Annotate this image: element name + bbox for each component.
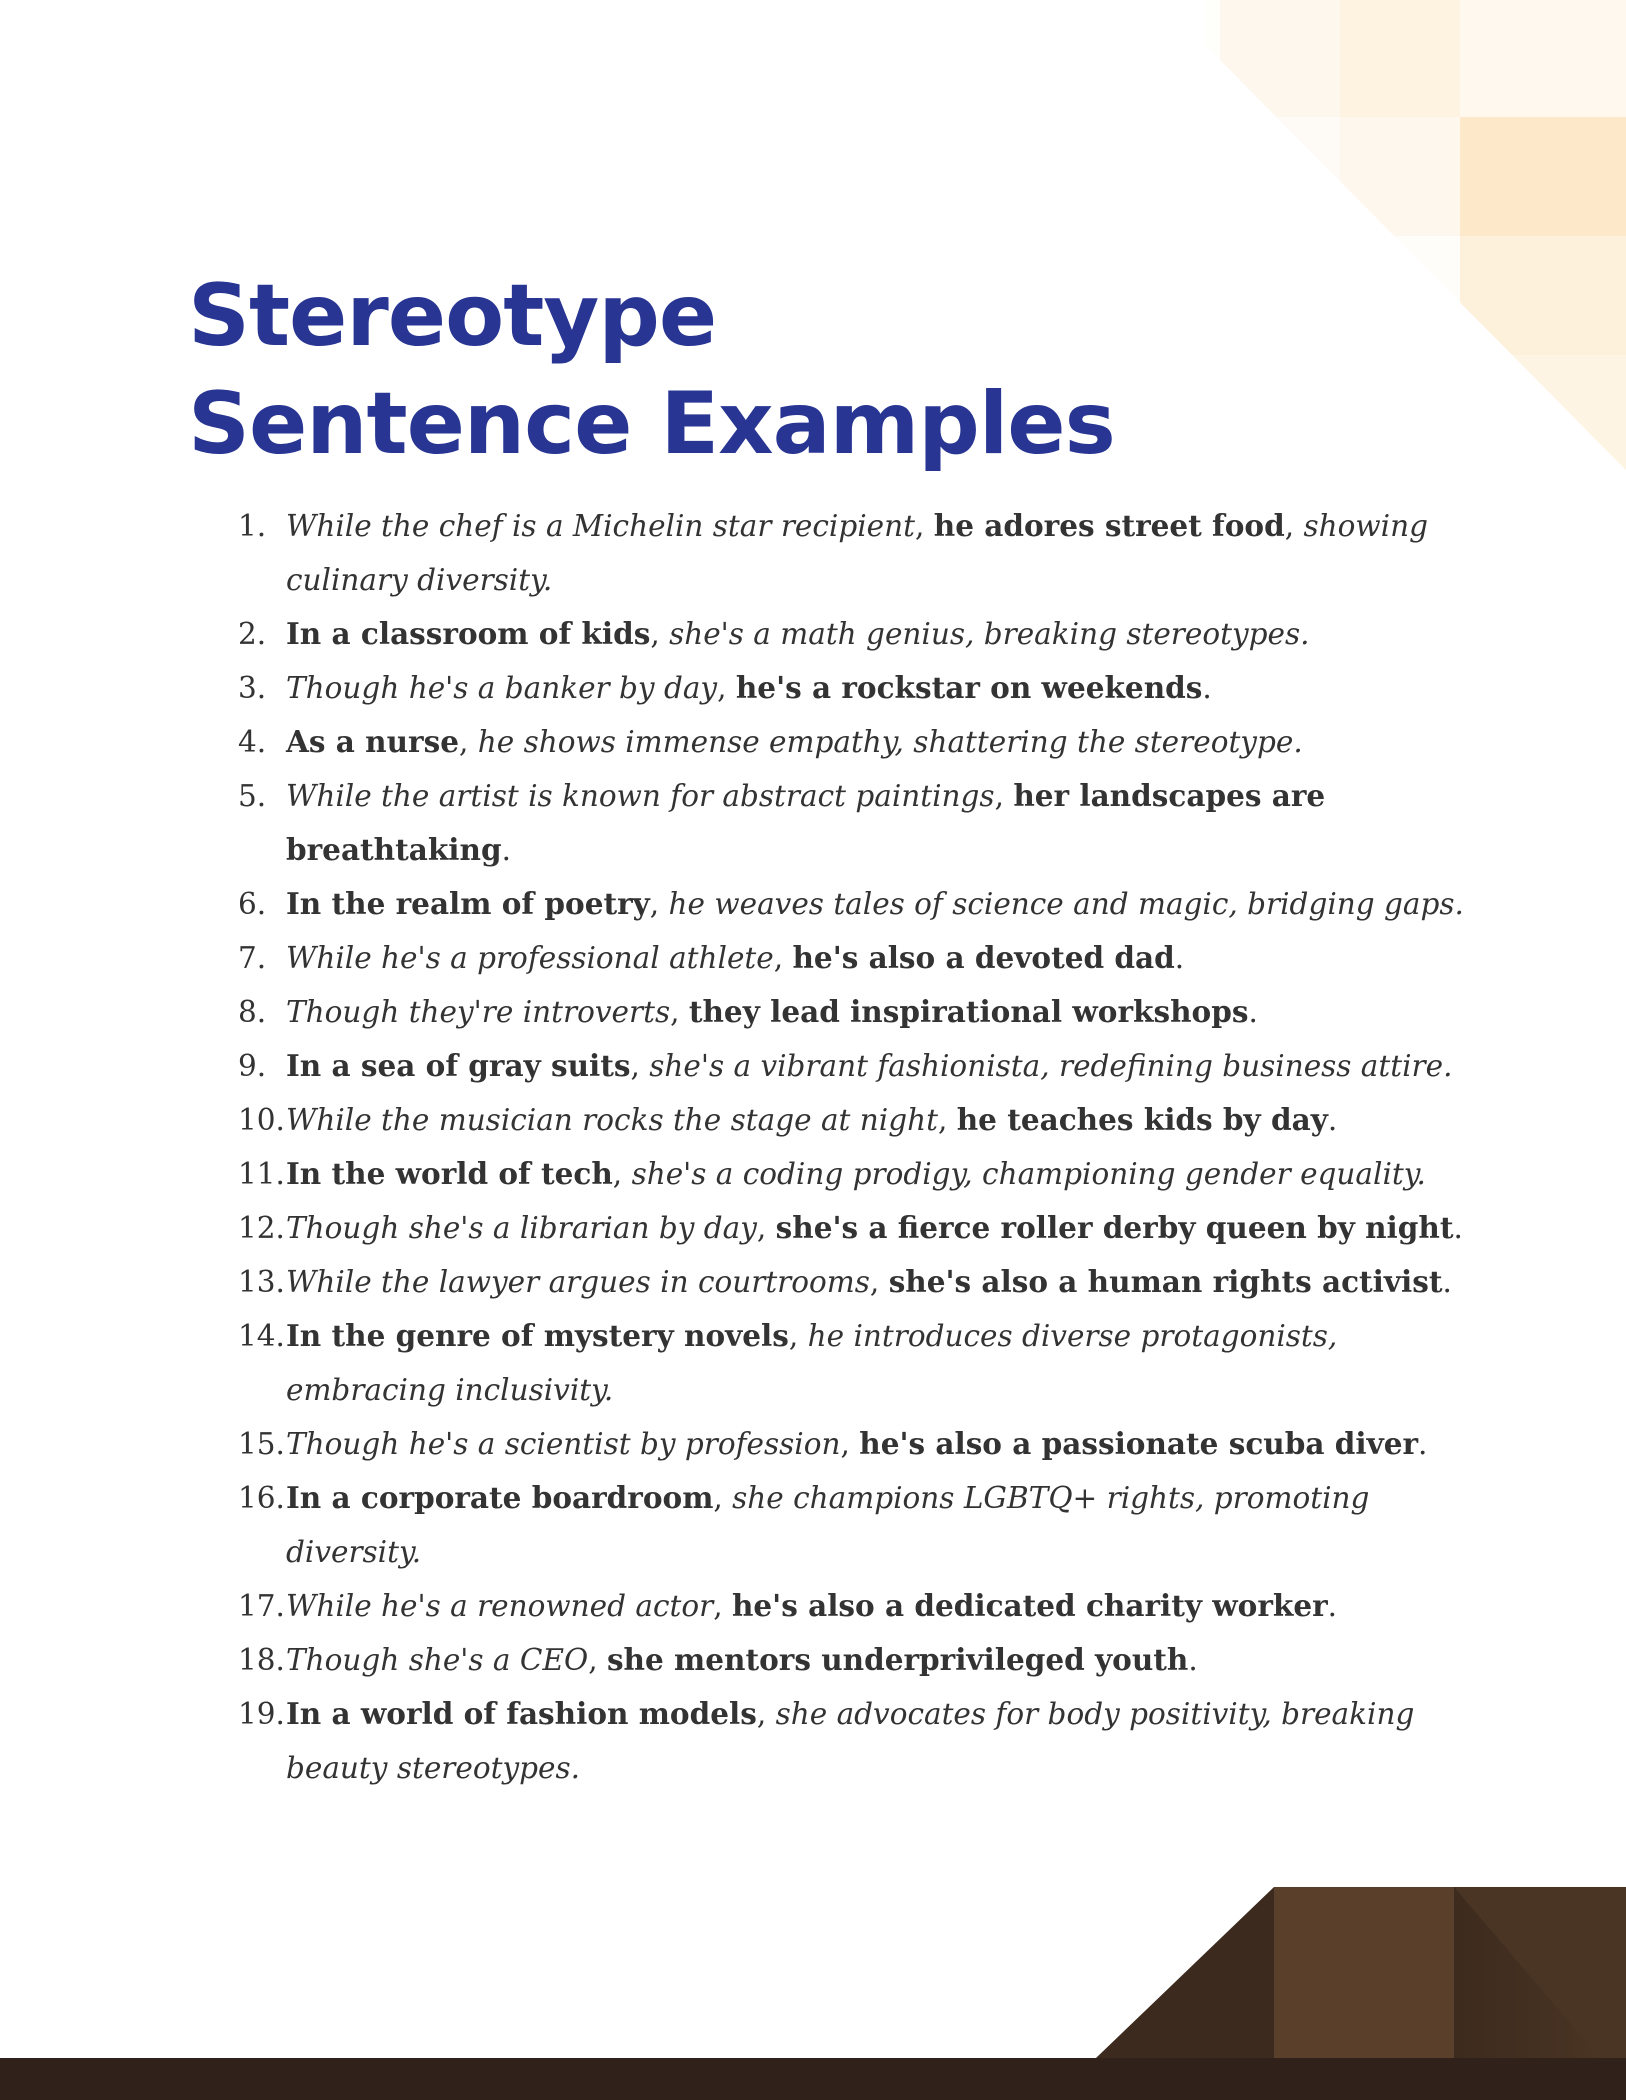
list-item-number: 15. [238, 1427, 285, 1461]
list-item-number: 17. [238, 1589, 285, 1623]
punctuation: . [1327, 1103, 1338, 1137]
list-item [238, 1417, 1468, 1471]
list-item [238, 1579, 1468, 1633]
italic-phrase: Though she's a librarian by day [286, 1211, 757, 1245]
list-item-number: 19. [238, 1697, 285, 1731]
italic-phrase: she's a math genius, breaking stereotypes. [669, 617, 1310, 651]
punctuation: . [1202, 671, 1212, 705]
bold-phrase: her landscapes are breathtaking [286, 778, 1326, 867]
list-item-number: 5. [238, 779, 267, 813]
list-item-number: 6. [238, 887, 267, 921]
list-item [238, 607, 1468, 661]
bold-phrase: she's a fierce roller derby queen by night [775, 1210, 1454, 1245]
punctuation: , [914, 509, 934, 543]
italic-phrase: While the lawyer argues in courtrooms [286, 1265, 870, 1299]
punctuation: , [1284, 509, 1304, 543]
title-line-2: Sentence Examples [188, 374, 1115, 474]
page-title [188, 262, 1115, 478]
list-item [238, 877, 1468, 931]
italic-phrase: While the musician rocks the stage at night [286, 1103, 938, 1137]
bold-phrase: In a sea of gray suits [286, 1048, 631, 1083]
list-item-number: 1. [238, 509, 267, 543]
bold-phrase: As a nurse [286, 724, 459, 759]
italic-phrase: she's a vibrant fashionista, redefining business attire. [649, 1049, 1453, 1083]
list-item-number: 10. [238, 1103, 285, 1137]
italic-phrase: she's a coding prodigy, championing gender equality. [631, 1157, 1426, 1191]
bold-phrase: he's a rockstar on weekends [735, 670, 1203, 705]
list-item-number: 4. [238, 725, 267, 759]
bold-phrase: In a classroom of kids [286, 616, 651, 651]
punctuation: . [501, 833, 511, 867]
list-item [238, 1471, 1468, 1579]
punctuation: , [773, 941, 793, 975]
punctuation: , [756, 1697, 776, 1731]
list-item-number: 16. [238, 1481, 285, 1515]
bold-phrase: he's also a devoted dad [792, 940, 1175, 975]
list-item [238, 1687, 1468, 1795]
list-item-number: 14. [238, 1319, 285, 1353]
bold-phrase: In a corporate boardroom [286, 1480, 714, 1515]
punctuation: , [649, 887, 669, 921]
punctuation: , [612, 1157, 632, 1191]
punctuation: , [650, 617, 670, 651]
italic-phrase: While he's a professional athlete [286, 941, 774, 975]
punctuation: , [713, 1589, 732, 1623]
list-item [238, 1039, 1468, 1093]
bold-phrase: he's also a passionate scuba diver [859, 1426, 1419, 1461]
list-item-number: 2. [238, 617, 267, 651]
list-item [238, 499, 1468, 607]
punctuation: , [588, 1643, 607, 1677]
bold-phrase: he's also a dedicated charity worker [731, 1588, 1328, 1623]
punctuation: , [994, 779, 1014, 813]
list-item [238, 715, 1468, 769]
punctuation: , [869, 1265, 889, 1299]
italic-phrase: While he's a renowned actor [286, 1589, 714, 1623]
list-item [238, 1147, 1468, 1201]
punctuation: , [630, 1049, 650, 1083]
punctuation: , [937, 1103, 957, 1137]
bold-phrase: she's also a human rights activist [888, 1264, 1443, 1299]
title-line-1: Stereotype [188, 266, 717, 366]
punctuation: , [756, 1211, 776, 1245]
list-item [238, 1309, 1468, 1417]
list-item [238, 1093, 1468, 1147]
punctuation: . [1248, 995, 1258, 1029]
punctuation: , [713, 1481, 733, 1515]
punctuation: , [458, 725, 478, 759]
list-item-number: 9. [238, 1049, 267, 1083]
punctuation: . [1442, 1265, 1452, 1299]
punctuation: , [717, 671, 736, 705]
bold-phrase: In a world of fashion models [286, 1696, 757, 1731]
bottom-footer-decoration [0, 1860, 1626, 2100]
punctuation: . [1188, 1643, 1198, 1677]
list-item-number: 12. [238, 1211, 285, 1245]
list-item-number: 7. [238, 941, 267, 975]
italic-phrase: he introduces diverse protagonists, embracing inclusivity. [286, 1319, 1338, 1407]
italic-phrase: While the chef is a Michelin star recipient [286, 509, 915, 543]
italic-phrase: Though he's a banker by day [286, 671, 718, 705]
italic-phrase: she champions LGBTQ+ rights, promoting diversity. [286, 1481, 1370, 1569]
punctuation: . [1418, 1427, 1428, 1461]
punctuation: . [1453, 1211, 1463, 1245]
bold-phrase: he teaches kids by day [956, 1102, 1328, 1137]
italic-phrase: While the artist is known for abstract paintings [286, 779, 995, 813]
list-item [238, 1201, 1468, 1255]
bold-phrase: they lead inspirational workshops [688, 994, 1249, 1029]
punctuation: , [670, 995, 689, 1029]
list-item [238, 769, 1468, 877]
italic-phrase: showing culinary diversity. [286, 509, 1428, 597]
examples-list [238, 499, 1468, 1795]
punctuation: , [788, 1319, 808, 1353]
list-item [238, 985, 1468, 1039]
list-item-number: 13. [238, 1265, 285, 1299]
italic-phrase: she advocates for body positivity, breaking beauty stereotypes. [286, 1697, 1415, 1785]
list-item [238, 1255, 1468, 1309]
punctuation: . [1174, 941, 1185, 975]
list-item-number: 11. [238, 1157, 285, 1191]
punctuation: . [1327, 1589, 1338, 1623]
list-item [238, 931, 1468, 985]
list-item-number: 18. [238, 1643, 285, 1677]
list-item-number: 3. [238, 671, 267, 705]
italic-phrase: Though they're introverts [286, 995, 671, 1029]
list-item [238, 661, 1468, 715]
italic-phrase: he weaves tales of science and magic, bridging gaps. [668, 887, 1464, 921]
bold-phrase: he adores street food [933, 508, 1285, 543]
italic-phrase: Though he's a scientist by profession [286, 1427, 841, 1461]
top-corner-decoration [1206, 0, 1626, 480]
bold-phrase: she mentors underprivileged youth [606, 1642, 1189, 1677]
bold-phrase: In the genre of mystery novels [286, 1318, 789, 1353]
italic-phrase: Though she's a CEO [286, 1643, 589, 1677]
bold-phrase: In the realm of poetry [286, 886, 650, 921]
italic-phrase: he shows immense empathy, shattering the stereotype. [477, 725, 1303, 759]
list-item-number: 8. [238, 995, 267, 1029]
punctuation: , [840, 1427, 860, 1461]
bold-phrase: In the world of tech [286, 1156, 613, 1191]
list-item [238, 1633, 1468, 1687]
